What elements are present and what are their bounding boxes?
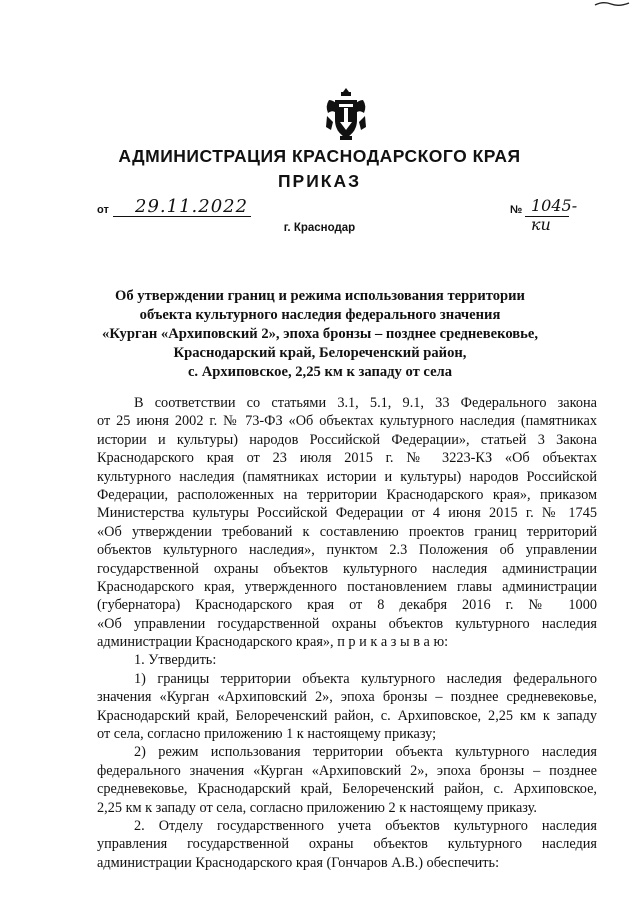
body-line: (губернатора) Краснодарского края от 8 декабря 2016 г. № 1000: [97, 597, 597, 614]
heading-line: Краснодарский край, Белореченский район,: [173, 345, 467, 361]
handwritten-number: 1045-ки: [531, 196, 578, 234]
coat-of-arms-icon: [323, 86, 369, 142]
body-line: средневековье, Краснодарский край, Белореченский район, с. Архиповское,: [97, 781, 597, 798]
heading-line: с. Архиповское, 2,25 км к западу от села: [187, 364, 453, 380]
body-line: Краснодарский край, Белореченский район, с. Архиповское, 2,25 км к западу: [97, 707, 597, 724]
body-line: объектов культурного наследия», пунктом 2.3 Положения об управлении: [97, 542, 597, 559]
scan-artifact-mark: [593, 0, 631, 8]
body-line: 1) границы территории объекта культурного наследия федерального: [134, 670, 597, 687]
organization-title: АДМИНИСТРАЦИЯ КРАСНОДАРСКОГО КРАЯ: [118, 146, 521, 166]
body-line: федерального значения «Курган «Архиповский 2», эпоха бронзы – позднее: [97, 762, 597, 779]
body-line: «Об управлении государственной охраны объектов культурного наследия: [97, 615, 597, 632]
number-prefix: №: [510, 204, 523, 216]
body-line: 1. Утвердить:: [134, 652, 217, 669]
body-line: «Об утверждении требований к составлению проектов границ территорий: [97, 523, 597, 540]
body-line: управления государственной охраны объектов культурного наследия: [97, 836, 597, 853]
body-line: администрации Краснодарского края», п р и к а з ы в а ю:: [97, 634, 449, 651]
body-line: Краснодарского края, утвержденного постановлением главы администрации: [97, 578, 597, 595]
body-line: от 25 июня 2002 г. № 73-ФЗ «Об объектах культурного наследия (памятниках: [97, 413, 597, 430]
body-line: государственной охраны объектов культурного наследия администрации: [97, 560, 597, 577]
handwritten-date: 29.11.2022: [135, 196, 249, 217]
body-line: истории и культуры) народов Российской Федерации», статьей 3 Закона: [97, 431, 597, 448]
date-prefix: от: [97, 204, 109, 216]
body-line: 2) режим использования территории объекта культурного наследия: [134, 744, 597, 761]
body-line: значения «Курган «Архиповский 2», эпоха бронзы – позднее средневековье,: [97, 689, 597, 706]
body-line: Министерства культуры Российской Федерации от 4 июня 2015 г. № 1745: [97, 505, 597, 522]
body-line: 2,25 км к западу от села, согласно приложению 2 к настоящему приказу.: [97, 799, 537, 816]
heading-line: «Курган «Архиповский 2», эпоха бронзы – позднее средневековье,: [102, 326, 538, 342]
body-line: от села, согласно приложению 1 к настоящему приказу;: [97, 726, 437, 743]
document-type: ПРИКАЗ: [277, 171, 362, 191]
body-line: В соответствии со статьями 3.1, 5.1, 9.1, 33 Федерального закона: [134, 395, 597, 411]
body-line: Федерации, расположенных на территории Краснодарского края», приказом: [97, 486, 597, 503]
body-line: 2. Отделу государственного учета объектов культурного наследия: [134, 817, 597, 834]
heading-line: Об утверждении границ и режима использования территории: [115, 288, 525, 304]
city-label: г. Краснодар: [283, 222, 356, 234]
body-line: администрации Краснодарского края (Гончаров А.В.) обеспечить:: [97, 854, 500, 871]
body-text: [97, 394, 597, 872]
heading-line: объекта культурного наследия федерального значения: [139, 307, 501, 323]
document-heading: [70, 287, 570, 382]
body-line: культурного наследия (памятниках истории и культуры) народов Российской: [97, 468, 597, 485]
body-line: Краснодарского края от 23 июля 2015 г. № 3223-КЗ «Об объектах: [97, 450, 597, 467]
